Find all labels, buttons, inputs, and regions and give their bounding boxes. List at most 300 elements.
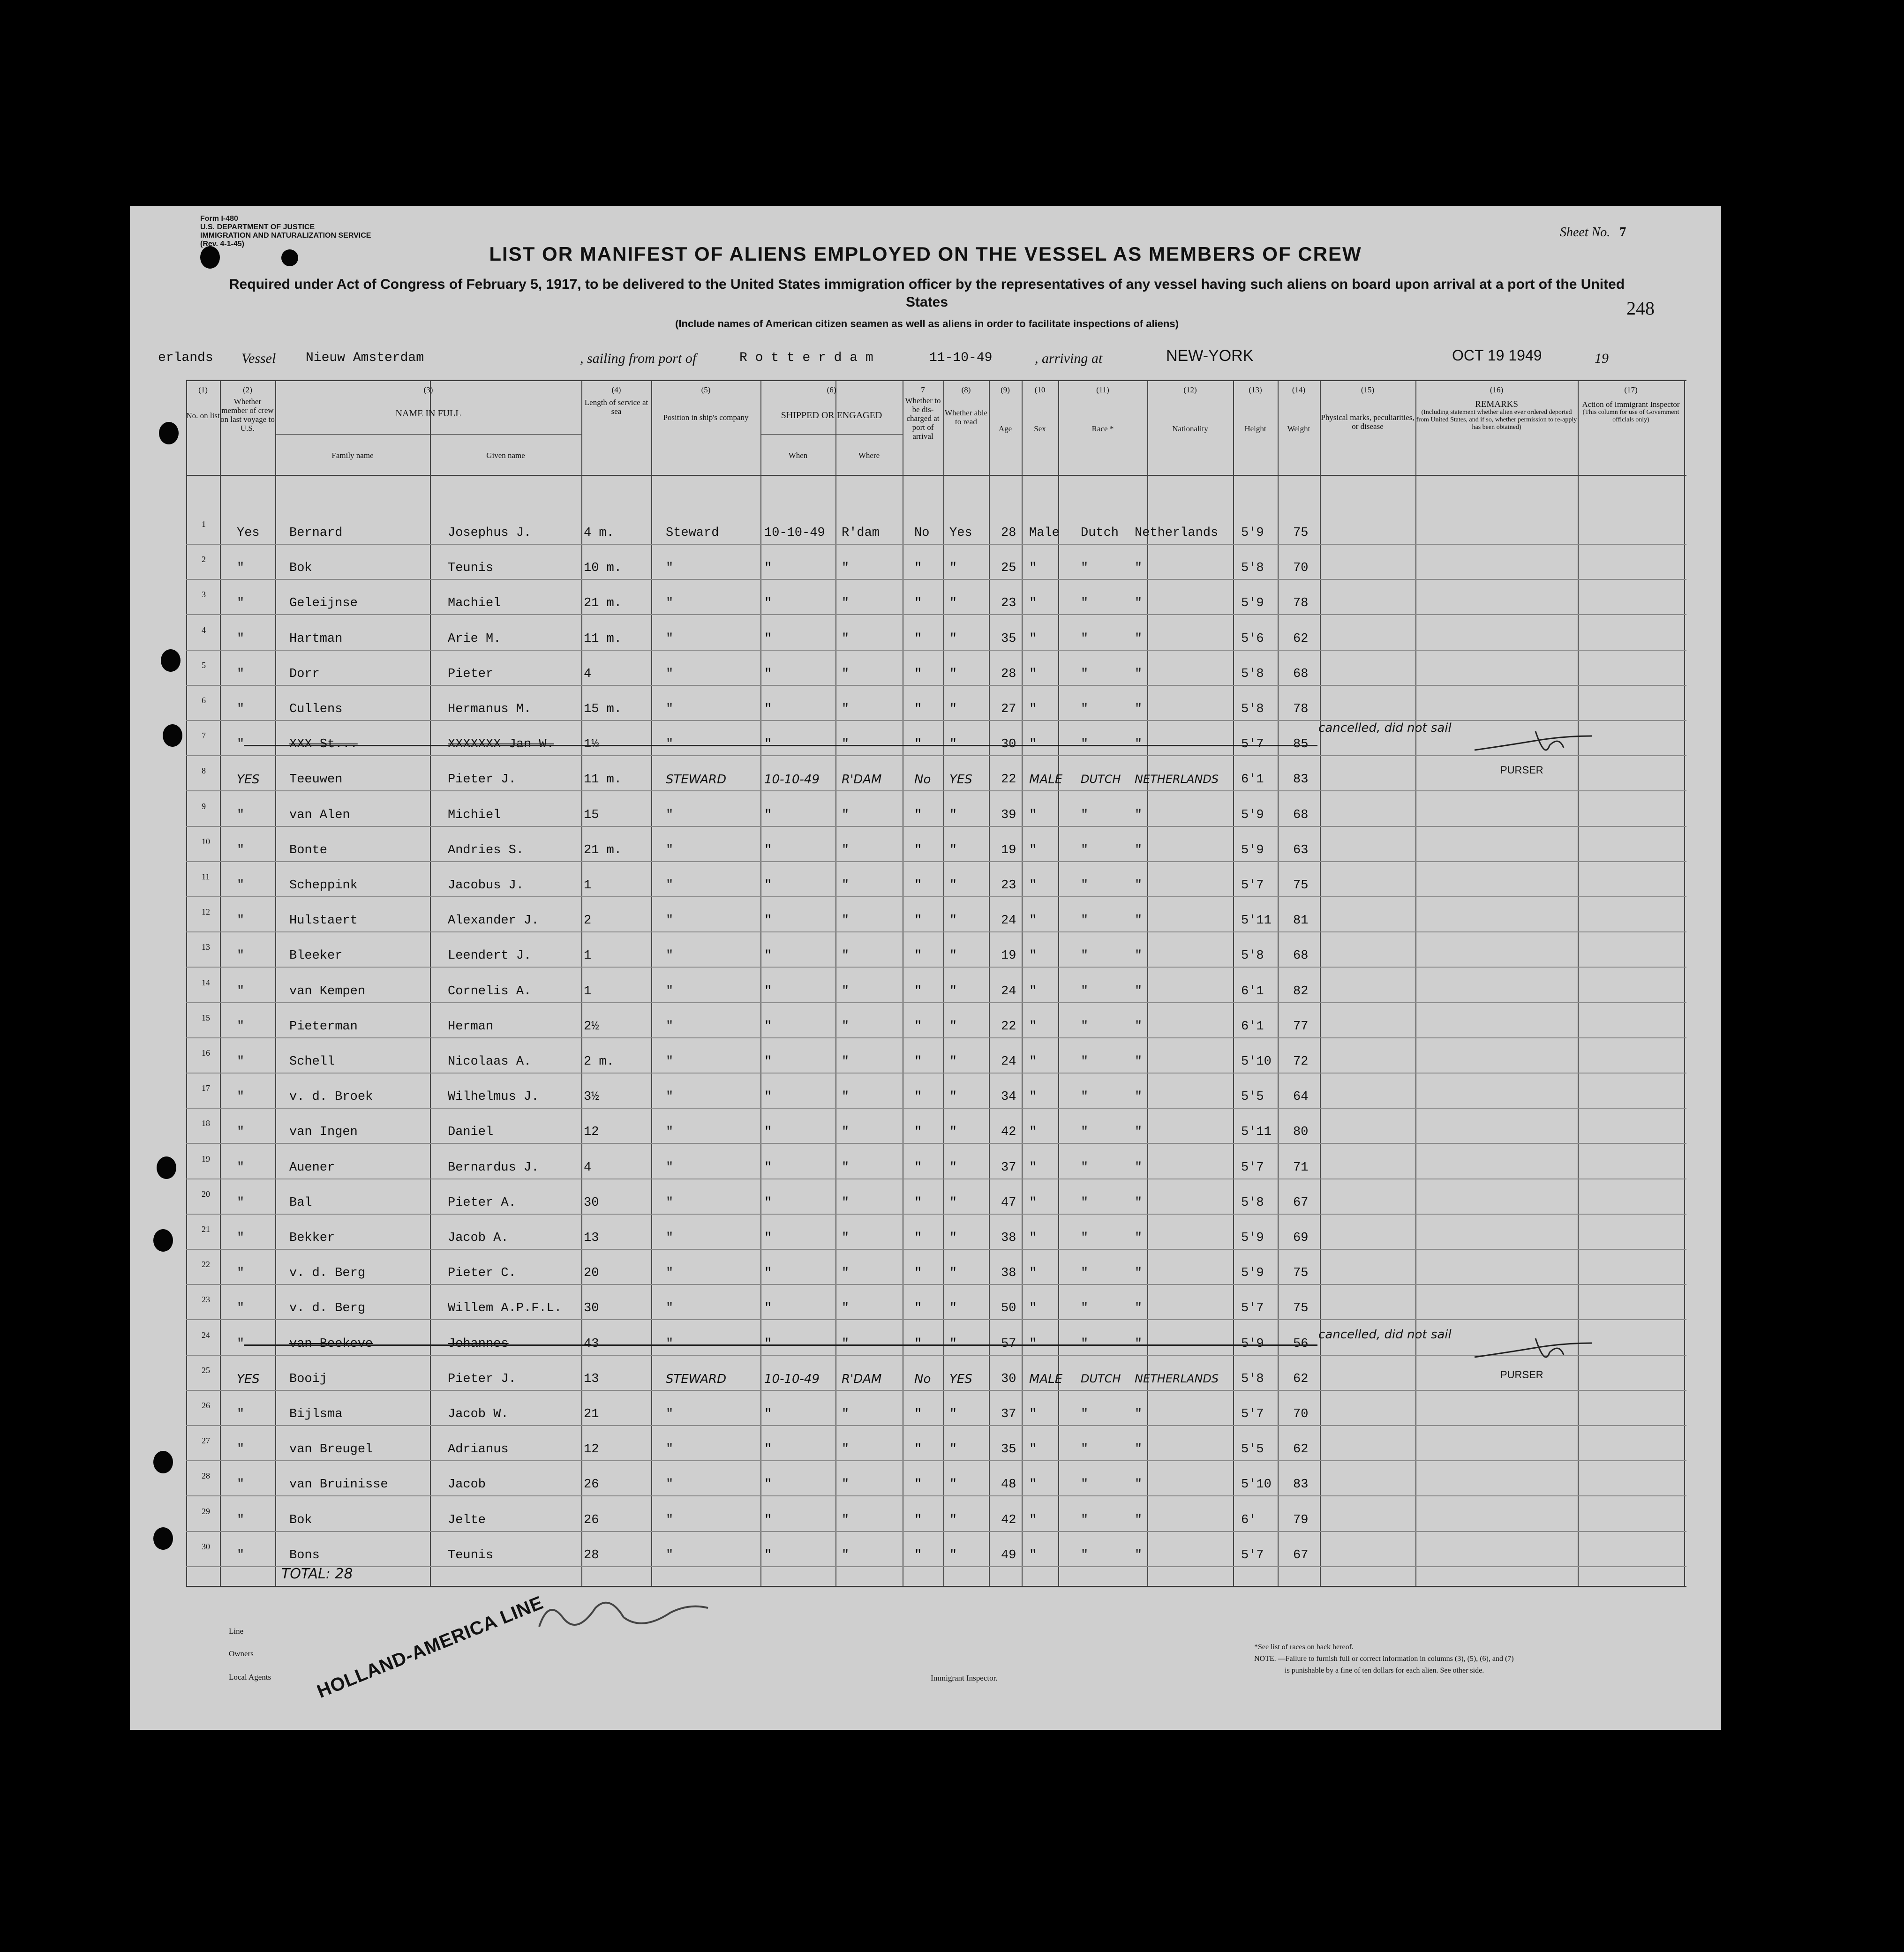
row-rule bbox=[186, 826, 1686, 827]
col6a-header: When bbox=[788, 451, 808, 460]
cell-sex: " bbox=[1029, 1407, 1037, 1421]
row-rule bbox=[186, 544, 1686, 545]
cell-race: " bbox=[1081, 702, 1089, 716]
cell-position: " bbox=[666, 914, 674, 928]
departure-date: 11-10-49 bbox=[929, 351, 993, 365]
cell-weight: 75 bbox=[1293, 878, 1309, 893]
cell-disch: " bbox=[914, 843, 922, 857]
cell-prev: " bbox=[237, 631, 245, 646]
cell-service: 20 bbox=[584, 1266, 599, 1281]
cell-service: 13 bbox=[584, 1231, 599, 1245]
cell-position: " bbox=[666, 702, 674, 716]
remark-cancelled-row24: cancelled, did not sail bbox=[1318, 1328, 1452, 1342]
cell-prev: " bbox=[237, 1231, 245, 1245]
cell-weight: 56 bbox=[1293, 1336, 1309, 1351]
cell-age: 24 bbox=[1001, 984, 1016, 999]
cell-height: 6' bbox=[1241, 1513, 1257, 1527]
cell-position: " bbox=[666, 1478, 674, 1492]
cell-race: " bbox=[1081, 984, 1089, 999]
sailing-label: , sailing from port of bbox=[580, 351, 697, 366]
cell-family: Bernard bbox=[289, 526, 343, 540]
cell-age: 37 bbox=[1001, 1407, 1016, 1421]
cell-race: " bbox=[1081, 1336, 1089, 1351]
cell-race: " bbox=[1081, 1407, 1089, 1421]
cell-sex: " bbox=[1029, 667, 1037, 681]
cell-when: " bbox=[764, 1125, 772, 1140]
cell-family: Bok bbox=[289, 1513, 312, 1527]
col6-header: (6) SHIPPED OR ENGAGED bbox=[781, 385, 882, 420]
cell-age: 38 bbox=[1001, 1231, 1016, 1245]
cell-prev: " bbox=[237, 1019, 245, 1034]
cell-when: " bbox=[764, 1266, 772, 1281]
cell-when: " bbox=[764, 843, 772, 857]
cell-sex: " bbox=[1029, 1125, 1037, 1140]
cell-weight: 62 bbox=[1293, 1442, 1309, 1457]
cell-service: 2 bbox=[584, 914, 592, 928]
cell-family: Bons bbox=[289, 1548, 320, 1562]
cell-service: 15 bbox=[584, 808, 599, 822]
cell-when: " bbox=[764, 1407, 772, 1421]
cell-position: " bbox=[666, 878, 674, 893]
cell-sex: " bbox=[1029, 1336, 1037, 1351]
cell-position: " bbox=[666, 1090, 674, 1104]
cell-no: 4 bbox=[202, 625, 206, 635]
cell-age: 24 bbox=[1001, 914, 1016, 928]
cancelled-strikethrough bbox=[244, 1344, 1317, 1346]
cell-disch: " bbox=[914, 1266, 922, 1281]
cell-read: " bbox=[949, 1442, 957, 1457]
cell-read: " bbox=[949, 1478, 957, 1492]
cell-race: " bbox=[1081, 737, 1089, 752]
cell-position: " bbox=[666, 1548, 674, 1562]
cell-read: " bbox=[949, 737, 957, 752]
cell-age: 19 bbox=[1001, 949, 1016, 963]
cell-family: v. d. Berg bbox=[289, 1266, 366, 1281]
cell-nat: Netherlands bbox=[1135, 526, 1219, 540]
cell-race: " bbox=[1081, 1442, 1089, 1457]
cell-height: 5'9 bbox=[1241, 526, 1264, 540]
cell-read: " bbox=[949, 1548, 957, 1562]
cell-disch: No bbox=[914, 1372, 931, 1386]
col8-header: (8) Whether able to read bbox=[944, 385, 988, 426]
cell-where: " bbox=[842, 1513, 850, 1527]
purser-signature bbox=[1470, 727, 1596, 764]
cell-position: " bbox=[666, 1442, 674, 1457]
cell-when: " bbox=[764, 914, 772, 928]
col10-header: (10 Sex bbox=[1034, 385, 1046, 433]
cell-age: 28 bbox=[1001, 526, 1016, 540]
cell-height: 5'7 bbox=[1241, 1407, 1264, 1421]
cell-prev: " bbox=[237, 1548, 245, 1562]
cell-read: " bbox=[949, 1125, 957, 1140]
cell-nat: " bbox=[1135, 1478, 1143, 1492]
cell-age: 37 bbox=[1001, 1160, 1016, 1175]
cell-position: " bbox=[666, 1160, 674, 1175]
row-rule bbox=[186, 614, 1686, 615]
cell-family: Bonte bbox=[289, 843, 328, 857]
cell-height: 5'9 bbox=[1241, 596, 1264, 611]
col5-header: (5) Position in ship's company bbox=[663, 385, 749, 422]
cell-where: " bbox=[842, 1090, 850, 1104]
cell-given: Pieter J. bbox=[448, 1372, 516, 1386]
cell-race: " bbox=[1081, 1195, 1089, 1210]
punch-hole bbox=[161, 649, 181, 672]
cell-where: R'DAM bbox=[842, 1372, 882, 1386]
cell-race: " bbox=[1081, 561, 1089, 576]
cell-family: Teeuwen bbox=[289, 773, 343, 787]
cell-prev: " bbox=[237, 1478, 245, 1492]
row-rule bbox=[186, 685, 1686, 686]
subtitle: Required under Act of Congress of February 5, 1917, to be delivered to the United States immigration officer by the representatives of any vessel having such aliens on board upon arrival at a port of the United States bbox=[229, 277, 1625, 310]
form-department: U.S. DEPARTMENT OF JUSTICE bbox=[200, 223, 315, 231]
cell-position: STEWARD bbox=[666, 1372, 727, 1386]
cell-nat: " bbox=[1135, 561, 1143, 576]
crew-table bbox=[186, 380, 1686, 1587]
row-rule bbox=[186, 861, 1686, 862]
cell-service: 30 bbox=[584, 1195, 599, 1210]
cell-service: 1 bbox=[584, 984, 592, 999]
cell-disch: " bbox=[914, 914, 922, 928]
cell-position: " bbox=[666, 737, 674, 752]
cell-where: " bbox=[842, 1442, 850, 1457]
cell-nat: " bbox=[1135, 1019, 1143, 1034]
holland-america-stamp: HOLLAND-AMERICA LINE bbox=[314, 1592, 547, 1702]
cell-where: " bbox=[842, 1407, 850, 1421]
cell-sex: " bbox=[1029, 1231, 1037, 1245]
cell-nat: " bbox=[1135, 843, 1143, 857]
cell-age: 22 bbox=[1001, 773, 1016, 787]
cell-no: 30 bbox=[202, 1541, 210, 1551]
cell-given: Michiel bbox=[448, 808, 501, 822]
cell-read: " bbox=[949, 1195, 957, 1210]
cell-nat: " bbox=[1135, 1442, 1143, 1457]
cell-position: " bbox=[666, 1195, 674, 1210]
cell-when: " bbox=[764, 1231, 772, 1245]
cell-prev: " bbox=[237, 843, 245, 857]
cell-when: " bbox=[764, 596, 772, 611]
cell-read: " bbox=[949, 914, 957, 928]
cell-no: 15 bbox=[202, 1013, 210, 1022]
cell-no: 9 bbox=[202, 801, 206, 811]
cell-age: 35 bbox=[1001, 631, 1016, 646]
cell-family: Auener bbox=[289, 1160, 335, 1175]
cell-family: Bijlsma bbox=[289, 1407, 343, 1421]
cell-nat: " bbox=[1135, 878, 1143, 893]
cell-weight: 78 bbox=[1293, 596, 1309, 611]
cell-position: " bbox=[666, 1301, 674, 1316]
cell-disch: " bbox=[914, 1513, 922, 1527]
cell-age: 28 bbox=[1001, 667, 1016, 681]
cell-race: " bbox=[1081, 878, 1089, 893]
cell-read: " bbox=[949, 1513, 957, 1527]
cell-sex: " bbox=[1029, 1301, 1037, 1316]
cell-given: Arie M. bbox=[448, 631, 501, 646]
cell-weight: 83 bbox=[1293, 1478, 1309, 1492]
row-rule bbox=[186, 1390, 1686, 1391]
cell-no: 12 bbox=[202, 907, 210, 917]
cell-height: 6'1 bbox=[1241, 984, 1264, 999]
cell-service: 4 bbox=[584, 667, 592, 681]
col4-header: (4) Length of service at sea bbox=[584, 385, 648, 416]
cell-prev: " bbox=[237, 1195, 245, 1210]
vessel-label: Vessel bbox=[241, 351, 276, 366]
cell-when: 10-10-49 bbox=[764, 773, 820, 787]
cell-age: 19 bbox=[1001, 843, 1016, 857]
cell-prev: " bbox=[237, 702, 245, 716]
cell-when: " bbox=[764, 878, 772, 893]
cell-race: " bbox=[1081, 631, 1089, 646]
cell-service: 11 m. bbox=[584, 631, 622, 646]
cell-given: Jelte bbox=[448, 1513, 486, 1527]
cell-when: " bbox=[764, 1301, 772, 1316]
cell-when: " bbox=[764, 1160, 772, 1175]
cell-where: " bbox=[842, 1160, 850, 1175]
cell-position: " bbox=[666, 1055, 674, 1069]
cell-no: 23 bbox=[202, 1295, 210, 1305]
cell-height: 5'7 bbox=[1241, 1301, 1264, 1316]
cell-sex: " bbox=[1029, 1513, 1037, 1527]
cell-age: 25 bbox=[1001, 561, 1016, 576]
cell-disch: " bbox=[914, 737, 922, 752]
arriving-label: , arriving at bbox=[1035, 351, 1103, 366]
cell-height: 5'11 bbox=[1241, 914, 1272, 928]
cell-prev: " bbox=[237, 984, 245, 999]
row-rule bbox=[186, 1355, 1686, 1356]
cell-weight: 64 bbox=[1293, 1090, 1309, 1104]
inspector-signature bbox=[530, 1589, 717, 1645]
cell-disch: " bbox=[914, 1336, 922, 1351]
cell-no: 6 bbox=[202, 696, 206, 705]
row-rule bbox=[186, 1319, 1686, 1320]
cell-when: " bbox=[764, 949, 772, 963]
cell-age: 47 bbox=[1001, 1195, 1016, 1210]
cell-position: " bbox=[666, 631, 674, 646]
cell-sex: " bbox=[1029, 561, 1037, 576]
cell-prev: " bbox=[237, 914, 245, 928]
cell-prev: " bbox=[237, 949, 245, 963]
cell-service: 4 m. bbox=[584, 526, 614, 540]
cell-race: " bbox=[1081, 1266, 1089, 1281]
cell-sex: " bbox=[1029, 1548, 1037, 1562]
cell-age: 23 bbox=[1001, 878, 1016, 893]
cell-given: Leendert J. bbox=[448, 949, 532, 963]
cell-service: 10 m. bbox=[584, 561, 622, 576]
cell-read: " bbox=[949, 702, 957, 716]
cell-where: R'dam bbox=[842, 526, 880, 540]
cell-family: v. d. Berg bbox=[289, 1301, 366, 1316]
cell-when: " bbox=[764, 1442, 772, 1457]
cell-weight: 81 bbox=[1293, 914, 1309, 928]
cell-read: " bbox=[949, 1160, 957, 1175]
cell-service: 13 bbox=[584, 1372, 599, 1386]
cell-when: " bbox=[764, 1478, 772, 1492]
cell-nat: " bbox=[1135, 1160, 1143, 1175]
cell-sex: " bbox=[1029, 984, 1037, 999]
cell-service: 12 bbox=[584, 1442, 599, 1457]
cell-position: " bbox=[666, 1125, 674, 1140]
punch-hole bbox=[163, 724, 182, 747]
cell-nat: NETHERLANDS bbox=[1135, 773, 1219, 786]
cell-race: DUTCH bbox=[1081, 1372, 1121, 1385]
cell-position: " bbox=[666, 1231, 674, 1245]
cell-where: " bbox=[842, 984, 850, 999]
cell-given: Pieter A. bbox=[448, 1195, 516, 1210]
cell-weight: 75 bbox=[1293, 526, 1309, 540]
cell-age: 42 bbox=[1001, 1513, 1016, 1527]
cell-age: 48 bbox=[1001, 1478, 1016, 1492]
cell-sex: " bbox=[1029, 1055, 1037, 1069]
cell-service: 21 bbox=[584, 1407, 599, 1421]
col7-header: 7 Whether to be dis-charged at port of arrival bbox=[905, 385, 941, 441]
cell-weight: 82 bbox=[1293, 984, 1309, 999]
cell-where: " bbox=[842, 1478, 850, 1492]
cell-family: Bekker bbox=[289, 1231, 335, 1245]
cell-nat: NETHERLANDS bbox=[1135, 1372, 1219, 1385]
form-revision: (Rev. 4-1-45) bbox=[200, 240, 244, 248]
cell-weight: 62 bbox=[1293, 1372, 1309, 1386]
row-rule bbox=[186, 720, 1686, 721]
cell-where: " bbox=[842, 702, 850, 716]
cell-position: " bbox=[666, 984, 674, 999]
cell-disch: " bbox=[914, 1301, 922, 1316]
cell-race: " bbox=[1081, 1019, 1089, 1034]
cell-service: 12 bbox=[584, 1125, 599, 1140]
cell-given: Bernardus J. bbox=[448, 1160, 539, 1175]
cell-weight: 78 bbox=[1293, 702, 1309, 716]
cell-when: " bbox=[764, 702, 772, 716]
cell-height: 5'9 bbox=[1241, 1231, 1264, 1245]
arrival-port: NEW-YORK bbox=[1166, 347, 1254, 365]
cell-no: 11 bbox=[202, 872, 210, 881]
cell-where: " bbox=[842, 596, 850, 611]
row-rule bbox=[186, 1566, 1686, 1567]
row-rule bbox=[186, 1037, 1686, 1038]
cell-service: 2½ bbox=[584, 1019, 599, 1034]
cell-where: " bbox=[842, 1301, 850, 1316]
cell-sex: " bbox=[1029, 1266, 1037, 1281]
footer-owners-label: Owners bbox=[229, 1649, 254, 1658]
cell-service: 11 m. bbox=[584, 773, 622, 787]
cell-read: " bbox=[949, 1231, 957, 1245]
row-rule bbox=[186, 1531, 1686, 1532]
cell-family: Bal bbox=[289, 1195, 312, 1210]
cell-race: " bbox=[1081, 1231, 1089, 1245]
row-rule bbox=[186, 1249, 1686, 1250]
cell-height: 5'8 bbox=[1241, 949, 1264, 963]
cell-no: 3 bbox=[202, 590, 206, 600]
cell-read: " bbox=[949, 1055, 957, 1069]
cell-nat: " bbox=[1135, 1125, 1143, 1140]
cell-where: " bbox=[842, 1125, 850, 1140]
page-title: LIST OR MANIFEST OF ALIENS EMPLOYED ON THE VESSEL AS MEMBERS OF CREW bbox=[489, 243, 1362, 265]
cell-given: Machiel bbox=[448, 596, 501, 611]
cell-position: " bbox=[666, 1513, 674, 1527]
cell-prev: " bbox=[237, 1336, 245, 1351]
cell-where: " bbox=[842, 561, 850, 576]
cell-disch: " bbox=[914, 561, 922, 576]
cell-given: Daniel bbox=[448, 1125, 494, 1140]
cell-disch: " bbox=[914, 702, 922, 716]
cell-service: 1 bbox=[584, 949, 592, 963]
row-rule bbox=[186, 1214, 1686, 1215]
total-count: TOTAL: 28 bbox=[281, 1566, 353, 1582]
cell-no: 18 bbox=[202, 1119, 210, 1128]
cell-when: " bbox=[764, 631, 772, 646]
cell-no: 25 bbox=[202, 1365, 210, 1375]
cell-nat: " bbox=[1135, 1336, 1143, 1351]
vessel-name: Nieuw Amsterdam bbox=[306, 351, 424, 365]
cell-height: 5'8 bbox=[1241, 561, 1264, 576]
cell-disch: " bbox=[914, 631, 922, 646]
cell-position: " bbox=[666, 561, 674, 576]
row-rule bbox=[186, 790, 1686, 791]
cell-age: 22 bbox=[1001, 1019, 1016, 1034]
cell-no: 26 bbox=[202, 1401, 210, 1410]
cell-position: " bbox=[666, 1407, 674, 1421]
cell-prev: " bbox=[237, 1160, 245, 1175]
cell-family: van Ingen bbox=[289, 1125, 358, 1140]
cell-service: 43 bbox=[584, 1336, 599, 1351]
cell-age: 57 bbox=[1001, 1336, 1016, 1351]
cell-service: 30 bbox=[584, 1301, 599, 1316]
cell-disch: No bbox=[914, 526, 930, 540]
cell-no: 16 bbox=[202, 1048, 210, 1058]
cell-race: " bbox=[1081, 1548, 1089, 1562]
cell-nat: " bbox=[1135, 596, 1143, 611]
cell-given: Jacobus J. bbox=[448, 878, 524, 893]
cell-height: 5'10 bbox=[1241, 1478, 1272, 1492]
cell-prev: " bbox=[237, 878, 245, 893]
cell-weight: 75 bbox=[1293, 1266, 1309, 1281]
col3b-header: Given name bbox=[486, 451, 525, 460]
cell-service: 2 m. bbox=[584, 1055, 614, 1069]
cell-where: " bbox=[842, 1548, 850, 1562]
cell-service: 21 m. bbox=[584, 843, 622, 857]
cell-no: 7 bbox=[202, 731, 206, 741]
row-rule bbox=[186, 1143, 1686, 1144]
cell-given: Johannes bbox=[448, 1336, 509, 1351]
cell-sex: " bbox=[1029, 808, 1037, 822]
cell-age: 38 bbox=[1001, 1266, 1016, 1281]
cell-disch: " bbox=[914, 1231, 922, 1245]
cell-weight: 67 bbox=[1293, 1195, 1309, 1210]
cell-read: " bbox=[949, 949, 957, 963]
row-rule bbox=[186, 579, 1686, 580]
cell-family: Bok bbox=[289, 561, 312, 576]
footer-note-penalty: NOTE. —Failure to furnish full or correct information in columns (3), (5), (6), and (7) bbox=[1254, 1655, 1514, 1663]
col14-header: (14) Weight bbox=[1287, 385, 1310, 433]
cell-nat: " bbox=[1135, 1231, 1143, 1245]
cell-read: " bbox=[949, 1266, 957, 1281]
cell-where: " bbox=[842, 1019, 850, 1034]
cell-where: R'DAM bbox=[842, 773, 882, 787]
cell-given: Andries S. bbox=[448, 843, 524, 857]
cell-when: " bbox=[764, 667, 772, 681]
cell-sex: " bbox=[1029, 737, 1037, 752]
year-label: 19 bbox=[1595, 351, 1609, 366]
cell-nat: " bbox=[1135, 914, 1143, 928]
cell-where: " bbox=[842, 1266, 850, 1281]
col9-header: (9) Age bbox=[998, 385, 1012, 433]
cell-given: Jacob bbox=[448, 1478, 486, 1492]
cell-given: Hermanus M. bbox=[448, 702, 532, 716]
punch-hole bbox=[159, 422, 179, 444]
cell-where: " bbox=[842, 949, 850, 963]
cell-position: " bbox=[666, 843, 674, 857]
cell-weight: 68 bbox=[1293, 949, 1309, 963]
cell-family: van Bruinisse bbox=[289, 1478, 388, 1492]
cell-no: 29 bbox=[202, 1506, 210, 1516]
